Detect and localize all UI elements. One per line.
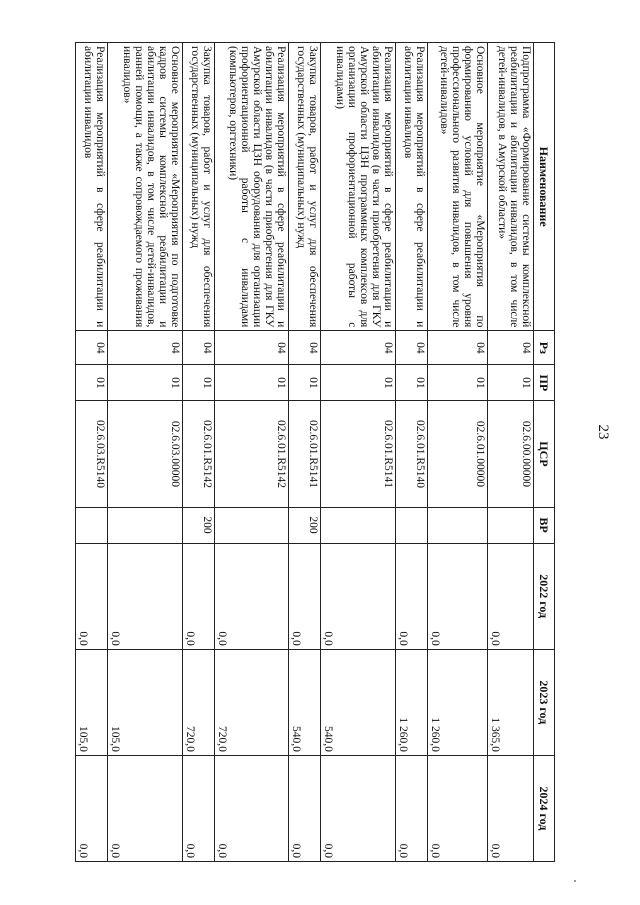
cell-vr (214, 507, 289, 543)
header-csr: ЦСР (534, 401, 555, 507)
cell-2023: 1 260,0 (395, 649, 427, 755)
cell-2022: 0,0 (108, 543, 183, 649)
cell-vr (76, 507, 108, 543)
cell-csr: 02.6.03.00000 (108, 401, 183, 507)
header-2024: 2024 год (534, 755, 555, 861)
cell-2023: 105,0 (76, 649, 108, 755)
cell-csr: 02.6.01.R5140 (395, 401, 427, 507)
table-row (182, 43, 214, 862)
table-container (75, 42, 555, 862)
cell-pr: 01 (214, 365, 289, 401)
cell-2022: 0,0 (76, 543, 108, 649)
cell-2023: 1 365,0 (487, 649, 533, 755)
cell-2023: 1 260,0 (427, 649, 487, 755)
cell-csr: 02.6.01.00000 (427, 401, 487, 507)
header-2022: 2022 год (534, 543, 555, 649)
cell-vr (427, 507, 487, 543)
cell-csr: 02.6.01.R5142 (214, 401, 289, 507)
cell-vr (321, 507, 396, 543)
cell-rz: 04 (76, 331, 108, 365)
cell-2023: 720,0 (214, 649, 289, 755)
cell-name: Реализация мероприятий в сфере реабилитации и абилитации инвалидов (в части приобретения для ГКУ Амурской области ЦЗН программных комплексов для организации профориентационной работы с инвалидами) (321, 43, 396, 331)
table-row (321, 43, 396, 862)
cell-name: Реализация мероприятий в сфере реабилитации и абилитации инвалидов (395, 43, 427, 331)
cell-pr: 01 (108, 365, 183, 401)
header-vr: ВР (534, 507, 555, 543)
table-row (289, 43, 321, 862)
table-row (214, 43, 289, 862)
table-row (395, 43, 427, 862)
scan-speck (574, 880, 576, 882)
cell-name: Закупка товаров, работ и услуг для обеспечения государственных (муниципальных) нужд (182, 43, 214, 331)
cell-name: Реализация мероприятий в сфере реабилитации и абилитации инвалидов (76, 43, 108, 331)
cell-pr: 01 (427, 365, 487, 401)
cell-rz: 04 (214, 331, 289, 365)
header-rz: Рз (534, 331, 555, 365)
table-row (76, 43, 108, 862)
cell-2024: 0,0 (427, 755, 487, 861)
page-number: 23 (595, 424, 611, 440)
cell-2024: 0,0 (395, 755, 427, 861)
cell-2024: 0,0 (76, 755, 108, 861)
cell-pr: 01 (487, 365, 533, 401)
cell-2022: 0,0 (289, 543, 321, 649)
cell-2024: 0,0 (182, 755, 214, 861)
cell-2024: 0,0 (214, 755, 289, 861)
cell-name: Закупка товаров, работ и услуг для обеспечения государственных (муниципальных) нужд (289, 43, 321, 331)
cell-csr: 02.6.03.R5140 (76, 401, 108, 507)
header-name: Наименование (534, 43, 555, 331)
cell-rz: 04 (321, 331, 396, 365)
table-row (427, 43, 487, 862)
cell-name: Подпрограмма «Формирование системы комплексной реабилитации и абилитации инвалидов, в том числе детей-инвалидов, в Амурской области» (487, 43, 533, 331)
cell-2024: 0,0 (487, 755, 533, 861)
cell-2024: 0,0 (321, 755, 396, 861)
cell-name: Основное мероприятие «Мероприятия по формированию условий для повышения уровня профессионального развития инвалидов, в том числе детей-инвалидов» (427, 43, 487, 331)
cell-rz: 04 (289, 331, 321, 365)
cell-csr: 02.6.00.00000 (487, 401, 533, 507)
cell-rz: 04 (427, 331, 487, 365)
table-row (108, 43, 183, 862)
cell-rz: 04 (395, 331, 427, 365)
cell-2022: 0,0 (427, 543, 487, 649)
header-2023: 2023 год (534, 649, 555, 755)
cell-csr: 02.6.01.R5141 (289, 401, 321, 507)
cell-2022: 0,0 (214, 543, 289, 649)
cell-2024: 0,0 (289, 755, 321, 861)
cell-name: Реализация мероприятий в сфере реабилитации и абилитации инвалидов (в части приобретения для ГКУ Амурской области ЦЗН оборудования для организации профориентационной работы с инвалидами (компьютеров, оргтехники) (214, 43, 289, 331)
cell-csr: 02.6.01.R5141 (321, 401, 396, 507)
cell-pr: 01 (289, 365, 321, 401)
rotated-page-content (75, 42, 555, 862)
cell-pr: 01 (321, 365, 396, 401)
table-header-row (534, 43, 555, 862)
cell-csr: 02.6.01.R5142 (182, 401, 214, 507)
cell-vr: 200 (182, 507, 214, 543)
cell-vr (487, 507, 533, 543)
cell-2023: 540,0 (289, 649, 321, 755)
cell-2022: 0,0 (321, 543, 396, 649)
cell-2023: 720,0 (182, 649, 214, 755)
cell-rz: 04 (487, 331, 533, 365)
header-pr: ПР (534, 365, 555, 401)
cell-name: Основное мероприятие «Мероприятия по подготовке кадров системы комплексной реабилитации и абилитации инвалидов, в том числе детей-инвалидов, ранней помощи, а также сопровождаемого проживания инвалидов» (108, 43, 183, 331)
cell-vr (395, 507, 427, 543)
cell-2022: 0,0 (487, 543, 533, 649)
cell-pr: 01 (182, 365, 214, 401)
cell-2024: 0,0 (108, 755, 183, 861)
cell-rz: 04 (108, 331, 183, 365)
cell-pr: 01 (395, 365, 427, 401)
table-body (76, 43, 534, 862)
cell-2022: 0,0 (395, 543, 427, 649)
cell-vr (108, 507, 183, 543)
cell-2023: 105,0 (108, 649, 183, 755)
cell-2022: 0,0 (182, 543, 214, 649)
budget-table (75, 42, 555, 862)
table-row (487, 43, 533, 862)
cell-2023: 540,0 (321, 649, 396, 755)
cell-pr: 01 (76, 365, 108, 401)
cell-vr: 200 (289, 507, 321, 543)
cell-rz: 04 (182, 331, 214, 365)
